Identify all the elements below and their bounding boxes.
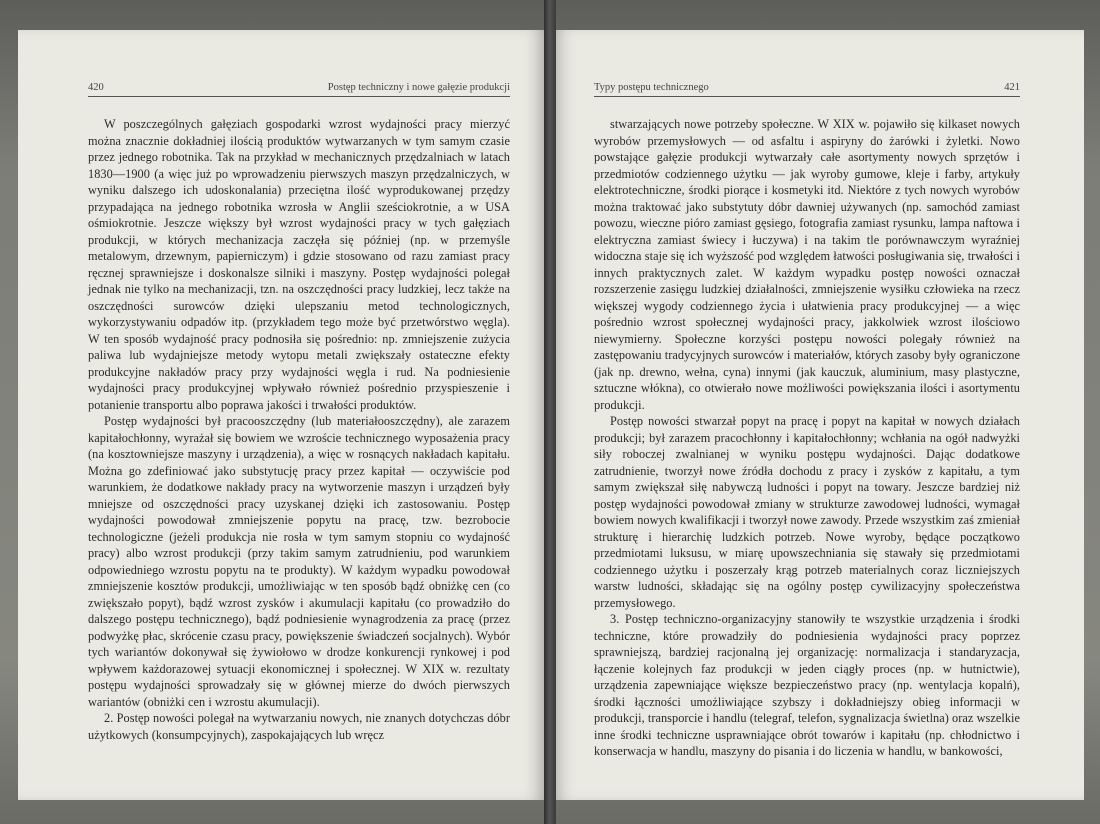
paragraph: 2. Postęp nowości polegał na wytwarzaniu nowych, nie znanych dotychczas dóbr użytkowych (konsumpcyjnych), zaspokajających lub wręcz bbox=[88, 711, 510, 742]
paragraph: W poszczególnych gałęziach gospodarki wzrost wydajności pracy mierzyć można znacznie dokładniej ilością produktów wytwarzanych w tym samym czasie przez jednego robotnika. Tak na przykład w mechanicznych przędzalniach w latach 1830—1900 (a więc już po wprowadzeniu pierwszych maszyn przędzalniczych, w wyniku dalszego ich udoskonalania) przeciętna ilość wyprodukowanej przędzy przypadająca na jednego robotnika wzrosła w Anglii sześciokrotnie, a w USA ośmiokrotnie. Jeszcze większy był wzrost wydajności pracy w tych gałęziach produkcji, w których mechanizacja zaczęła się później (np. w przemyśle metalowym, drzewnym, papierniczym) i gdzie stosowano od razu zamiast pracy ręcznej sprawniejsze i doskonalsze silniki i maszyny. Postęp wydajności polegał jednak nie tylko na mechanizacji, tzn. na oszczędności pracy ludzkiej, lecz także na oszczędności surowców dzięki ulepszaniu metod technologicznych, wykorzystywaniu odpadów itp. (przykładem tego może być przetwórstwo węgla). W ten sposób wydajność pracy podnosiła się pośrednio: np. zmniejszenie zużycia paliwa lub wydajniejsze metody wytopu metali zwiększały ostateczne efekty produkcyjne nakładów pracy przy wydajności węgla i rud. Na podniesienie wydajności pracy produkcyjnej wpływało również pośrednio przyspieszenie i potanienie transportu albo poprawa jakości i trwałości produktów. bbox=[88, 117, 510, 412]
right-page bbox=[552, 30, 1084, 800]
left-page-number: 420 bbox=[88, 82, 104, 93]
left-running-head: Postęp techniczny i nowe gałęzie produkcji bbox=[327, 82, 510, 93]
book-gutter bbox=[544, 0, 556, 824]
paragraph: 3. Postęp techniczno-organizacyjny stanowiły te wszystkie urządzenia i środki techniczne, które prowadziły do podniesienia wydajności pracy poprzez sprawniejszą, bardziej racjonalną jej organizację: normalizacja i standaryzacja, łączenie kolejnych faz produkcji w jeden ciągły proces (np. w hutnictwie), urządzenia zapewniające większe bezpieczeństwo pracy (np. wentylacja kopalń), środki łączności umożliwiające szybszy i dokładniejszy obieg informacji w produkcji, transporcie i handlu (telegraf, telefon, sygnalizacja świetlna) oraz wszelkie inne środki techniczne usprawniające obrót towarów i kapitału (np. chłodnictwo i konserwacja w handlu, maszyny do pisania i do liczenia w handlu, w bankowości, bbox=[594, 612, 1020, 758]
paragraph: Postęp nowości stwarzał popyt na pracę i popyt na kapitał w nowych działach produkcji; był zarazem pracochłonny i kapitałochłonny; wchłania na ogół nadwyżki siły roboczej zwalnianej w wyniku postępu wydajności. Dając dodatkowe zatrudnienie, tworzył nowe źródła dochodu z pracy i zysków z kapitału, a tym samym zwiększał siłę nabywczą ludności i popyt na towary. Jeszcze bardziej niż postęp wydajności powodował zmiany w strukturze zawodowej ludności, wymagał bowiem nowych kwalifikacji i tworzył nowe zawody. Przede wszystkim zaś zmieniał strukturę i hierarchię ludzkich potrzeb. Nowe wyroby, będące początkowo przedmiotami luksusu, w miarę upowszechniania się stawały się przedmiotami codziennego użytku i poszerzały krąg potrzeb materialnych coraz liczniejszych warstw ludności, składając się na ogólny postęp cywilizacyjny społeczeństwa przemysłowego. bbox=[594, 414, 1020, 610]
left-page bbox=[18, 30, 546, 800]
paragraph: stwarzających nowe potrzeby społeczne. W XIX w. pojawiło się kilkaset nowych wyrobów przemysłowych — od asfaltu i aspiryny do żarówki i żyletki. Nowo powstające gałęzie produkcji wytwarzały całe asortymenty nowych sprzętów i przedmiotów codziennego użytku — jak wyroby gumowe, kleje i farby, artykuły elektrotechniczne, środki piorące i kosmetyki itd. Niektóre z tych nowych wyrobów można traktować jako substytuty dóbr dawniej używanych (np. samochód zamiast powozu, wieczne pióro zamiast gęsiego, fotografia zamiast rysunku, lampa naftowa i elektryczna zamiast świecy i łuczywa) i na takim tle porównawczym wyraźniej widoczna staje się ich wyższość pod względem łatwości posługiwania się, trwałości i innych praktycznych zalet. W każdym wypadku postęp nowości oznaczał rozszerzenie zasięgu ludzkiej działalności, zmniejszenie wysiłku człowieka na rzecz większej wygody codziennego życia i ułatwienia pracy produkcyjnej — a więc pośrednio wzrost społecznej wydajności pracy, jakkolwiek wzrost ilościowo niewymierny. Społeczne korzyści postępu nowości polegały również na zastępowaniu tradycyjnych surowców i materiałów, których zasoby były ograniczone (jak np. drewno, wełna, cyna) innymi (jak kauczuk, aluminium, masy plastyczne, sztuczne włókna), co otwierało nowe możliwości powiększania ilości i asortymentu produkcji. bbox=[594, 117, 1020, 412]
right-running-head: Typy postępu technicznego bbox=[594, 82, 709, 93]
left-page-header bbox=[88, 82, 510, 97]
paragraph: Postęp wydajności był pracooszczędny (lub materiałooszczędny), ale zarazem kapitałochłonny, wyrażał się bowiem we wzroście technicznego wyposażenia pracy (na kosztowniejsze maszyny i urządzenia), a więc w rosnących nakładach kapitału. Można go zdefiniować jako substytucję pracy przez kapitał — oczywiście pod warunkiem, że dodatkowe nakłady pracy na wytworzenie maszyn i urządzeń były mniejsze od oszczędności pracy uzyskanej dzięki ich zastosowaniu. Postęp wydajności powodował zmniejszenie popytu na pracę, tzw. bezrobocie technologiczne (jeżeli produkcja nie rosła w tym samym stopniu co wydajność pracy) albo wzrost produkcji (przy takim samym zatrudnieniu, pod warunkiem odpowiedniego wzrostu popytu na te produkty). W każdym wypadku powodował zmniejszenie kosztów produkcji, umożliwiając w ten sposób bądź obniżkę cen (co zwiększało popyt), bądź wzrost zysków i akumulacji kapitału (co prowadziło do dalszego postępu technicznego), bądź podniesienie wynagrodzenia za pracę (przez podwyżkę płac, skrócenie czasu pracy, powiększenie świadczeń socjalnych). Wybór tych wariantów dokonywał się żywiołowo w drodze konkurencji rynkowej i pod wpływem każdorazowej sytuacji ekonomicznej i społecznej. W XIX w. rezultaty postępu wydajności sprowadzały się w głównej mierze do dwóch pierwszych wariantów (obniżki cen i wzrostu akumulacji). bbox=[88, 414, 510, 709]
right-page-header bbox=[594, 82, 1020, 97]
right-page-number: 421 bbox=[1004, 82, 1020, 93]
left-page-body bbox=[88, 116, 510, 743]
right-page-body bbox=[594, 116, 1020, 760]
